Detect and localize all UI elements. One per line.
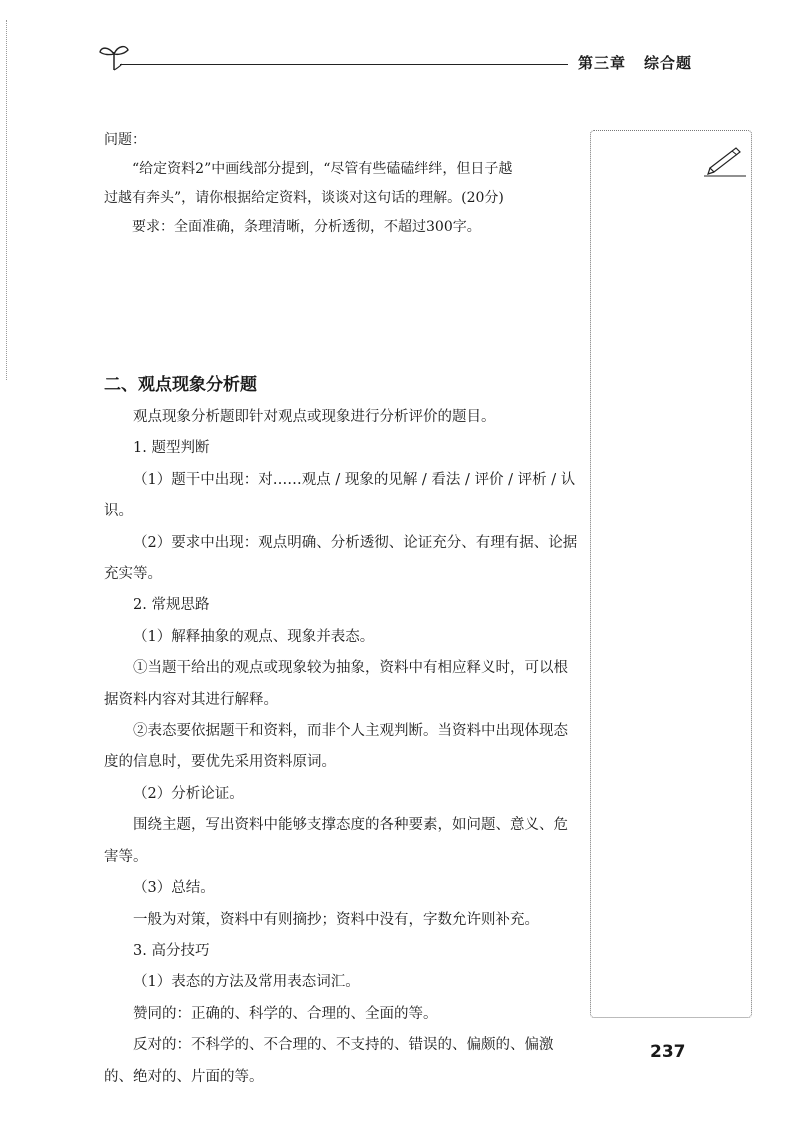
binding-edge: [6, 20, 11, 380]
chapter-header: [578, 52, 692, 73]
paragraph: ①当题干给出的观点或现象较为抽象，资料中有相应释义时，可以根据资料内容对其进行解释。: [104, 660, 568, 708]
question-prompt-line1: “给定资料2”中画线部分提到，“尽管有些磕磕绊绊，但日子越: [132, 161, 513, 177]
list-item: （2）要求中出现：观点明确、分析透彻、论证充分、有理有据、论据充实等。: [104, 534, 578, 583]
section-body: [104, 402, 580, 1093]
section-heading: 二、观点现象分析题: [104, 375, 257, 395]
pencil-icon: [702, 142, 748, 180]
subsection-title: 3. 高分技巧: [133, 942, 210, 959]
notes-margin: [590, 130, 752, 1018]
page-number: 237: [650, 1042, 686, 1062]
list-item: （3）总结。: [133, 880, 215, 897]
section-intro: 观点现象分析题即针对观点或现象进行分析评价的题目。: [133, 409, 496, 425]
list-item: （1）表态的方法及常用表态词汇。: [133, 974, 360, 991]
list-item: （1）题干中出现：对……观点 / 现象的见解 / 看法 / 评价 / 评析 / 认识。: [104, 471, 576, 520]
paragraph: 反对的：不科学的、不合理的、不支持的、错误的、偏颇的、偏激的、绝对的、片面的等。: [104, 1037, 554, 1085]
header-rule: [120, 64, 568, 65]
list-item: （2）分析论证。: [133, 785, 244, 802]
list-item: （1）解释抽象的观点、现象并表态。: [133, 628, 375, 645]
sprout-icon: [98, 42, 132, 72]
subsection-title: 1. 题型判断: [133, 440, 210, 457]
paragraph: 赞同的：正确的、科学的、合理的、全面的等。: [133, 1005, 438, 1022]
chapter-title: 综合题: [644, 54, 693, 72]
chapter-number: 第三章: [578, 54, 627, 72]
subsection-title: 2. 常规思路: [133, 597, 210, 614]
question-prompt-line2: 过越有奔头”，请你根据给定资料，谈谈对这句话的理解。(20分): [104, 190, 504, 206]
paragraph: ②表态要依据题干和资料，而非个人主观判断。当资料中出现体现态度的信息时，要优先采用资料原词。: [104, 723, 568, 771]
question-block: [104, 126, 580, 242]
question-requirement: 要求：全面准确，条理清晰，分析透彻，不超过300字。: [132, 219, 481, 235]
paragraph: 一般为对策，资料中有则摘抄；资料中没有，字数允许则补充。: [133, 911, 539, 928]
paragraph: 围绕主题，写出资料中能够支撑态度的各种要素，如问题、意义、危害等。: [104, 817, 568, 865]
question-label: 问题：: [104, 132, 146, 148]
